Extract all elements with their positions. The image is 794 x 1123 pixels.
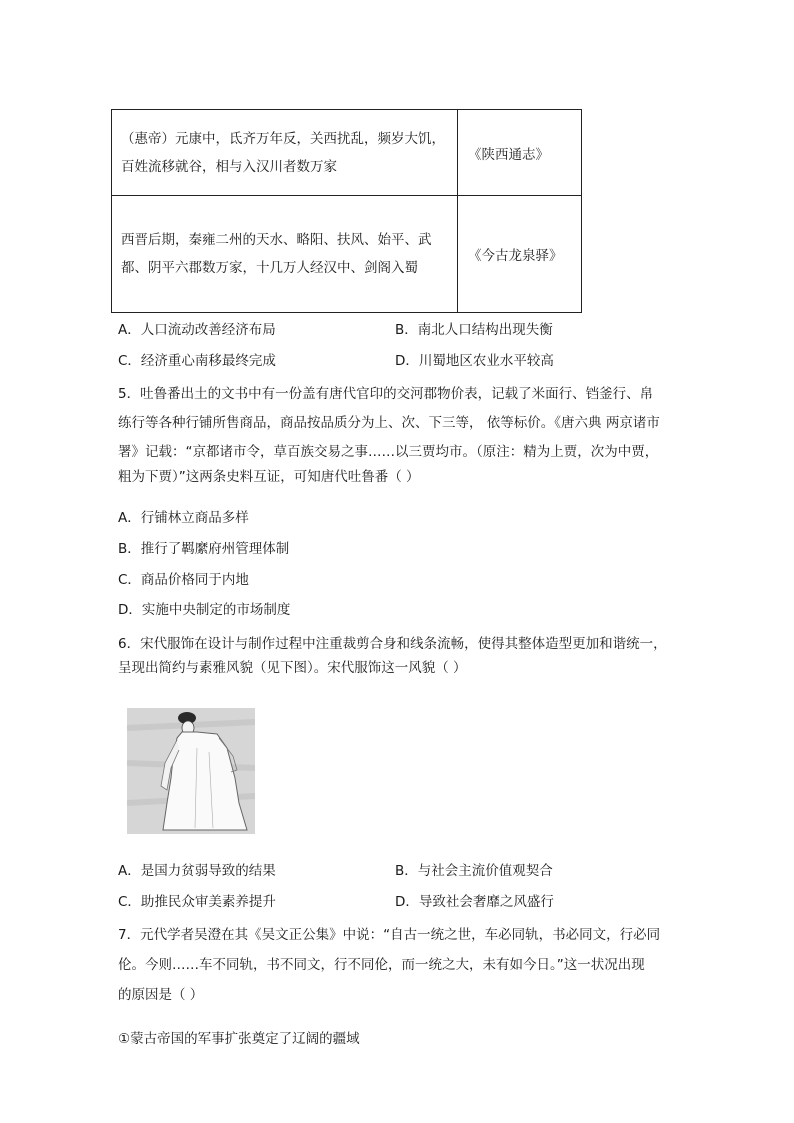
source-table xyxy=(111,109,582,313)
q7-item-1: ①蒙古帝国的军事扩张奠定了辽阔的疆域 xyxy=(118,1031,360,1047)
q5-stem-line: 署》记载：“京都诸市令，草百族交易之事……以三贾均市。（原注：精为上贾，次为中贾， xyxy=(118,444,659,460)
q4-option-b: B．南北人口结构出现失衡 xyxy=(395,322,553,338)
q5-stem-line: 练行等各种行铺所售商品，商品按品质分为上、次、下三等， 依等标价。《唐六典 两京诸市 xyxy=(118,415,660,431)
q5-option-a: A．行铺林立商品多样 xyxy=(118,510,249,526)
table-cell-source: 《今古龙泉驿》 xyxy=(458,196,582,313)
q4-option-d: D．川蜀地区农业水平较高 xyxy=(395,353,554,369)
q5-stem-line: 5．吐鲁番出土的文书中有一份盖有唐代官印的交河郡物价表，记载了米面行、铛釜行、帛 xyxy=(118,386,654,402)
q5-option-d: D．实施中央制定的市场制度 xyxy=(118,602,291,618)
q7-stem-line: 的原因是（ ） xyxy=(118,987,204,1003)
q6-option-a: A．是国力贫弱导致的结果 xyxy=(118,863,276,879)
q7-stem-line: 7．元代学者吴澄在其《吴文正公集》中说：“自古一统之世，车必同轨，书必同文，行必同 xyxy=(118,927,661,943)
q4-option-c: C．经济重心南移最终完成 xyxy=(118,353,276,369)
q6-option-b: B．与社会主流价值观契合 xyxy=(395,863,553,879)
q6-option-c: C．助推民众审美素养提升 xyxy=(118,894,276,910)
table-row xyxy=(112,110,582,196)
table-row xyxy=(112,196,582,313)
q6-stem-line: 呈现出简约与素雅风貌（见下图）。宋代服饰这一风貌（ ） xyxy=(118,660,467,676)
q6-stem-line: 6．宋代服饰在设计与制作过程中注重裁剪合身和线条流畅，使得其整体造型更加和谐统一， xyxy=(118,636,667,652)
table-cell-text: 西晋后期，秦雍二州的天水、略阳、扶风、始平、武都、阴平六郡数万家，十几万人经汉中、剑阁入蜀 xyxy=(112,196,458,313)
song-dynasty-clothing-figure xyxy=(127,708,255,834)
q5-option-c: C．商品价格同于内地 xyxy=(118,572,249,588)
table-cell-text: （惠帝）元康中，氐齐万年反，关西扰乱，频岁大饥，百姓流移就谷，相与入汉川者数万家 xyxy=(112,110,458,196)
q4-option-a: A．人口流动改善经济布局 xyxy=(118,322,276,338)
table-cell-source: 《陕西通志》 xyxy=(458,110,582,196)
q6-option-d: D．导致社会奢靡之风盛行 xyxy=(395,894,554,910)
q5-stem-line: 粗为下贾）”这两条史料互证，可知唐代吐鲁番（ ） xyxy=(118,469,420,485)
q5-option-b: B．推行了羁縻府州管理体制 xyxy=(118,541,290,557)
q7-stem-line: 伦。今则……车不同轨，书不同文，行不同伦，而一统之大，未有如今日。”这一状况出现 xyxy=(118,957,645,973)
